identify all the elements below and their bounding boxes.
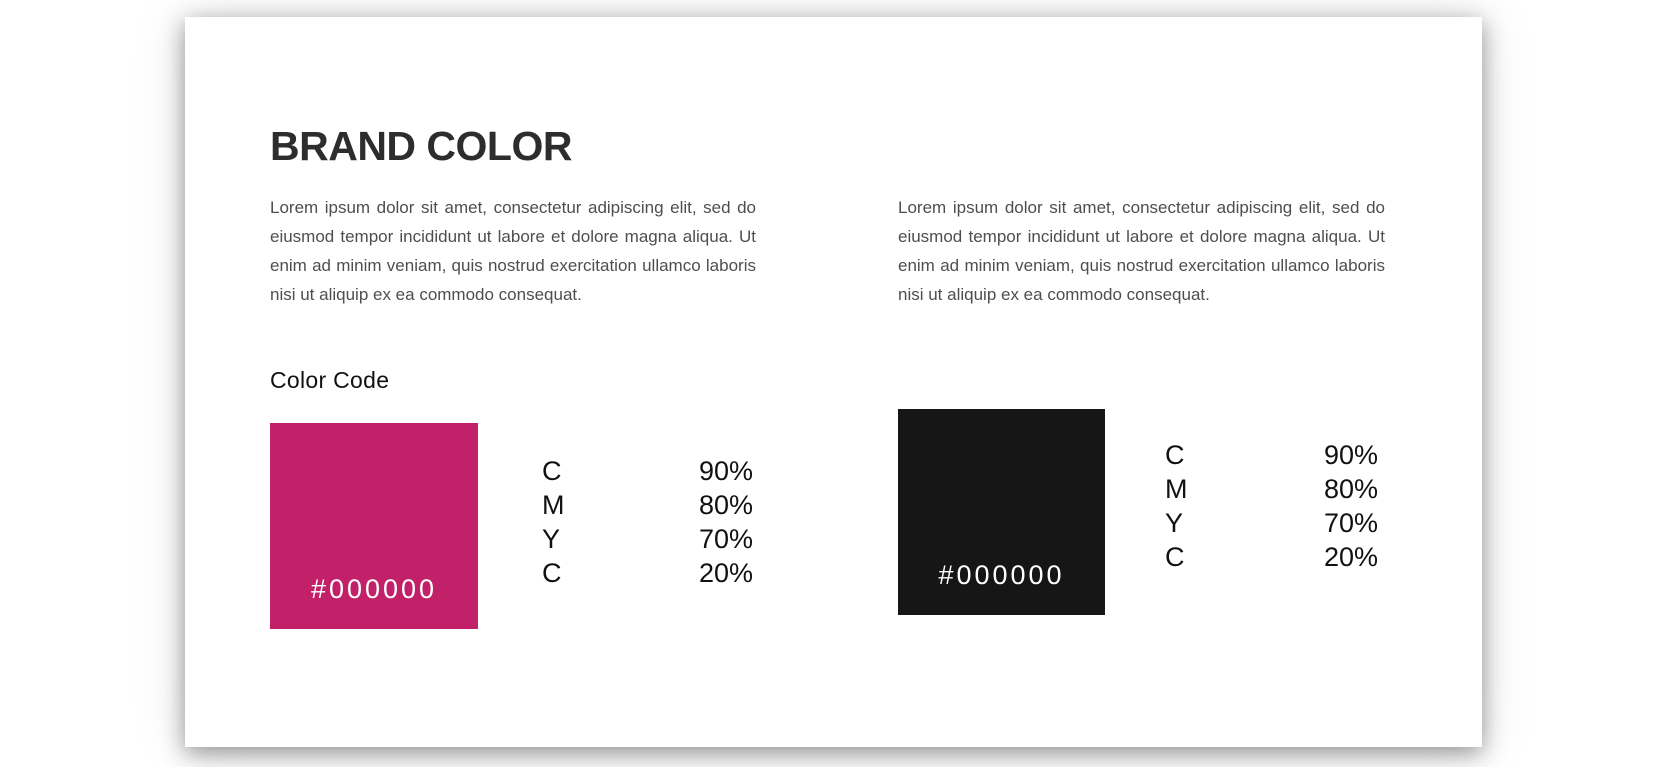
cmyk-channel-value: 90% <box>698 456 753 486</box>
cmyk-channel-value: 20% <box>1323 542 1378 572</box>
cmyk-row <box>1165 472 1378 506</box>
cmyk-row <box>1165 438 1378 472</box>
paragraph-line: nisi ut aliquip ex ea commodo consequat. <box>898 285 1210 304</box>
intro-paragraph-left <box>270 193 756 309</box>
paragraph-line: eiusmod tempor incididunt ut labore et dolore magna aliqua. Ut <box>270 227 756 246</box>
cmyk-row <box>542 488 753 522</box>
cmyk-channel-value: 90% <box>1323 440 1378 470</box>
cmyk-row <box>542 556 753 590</box>
cmyk-channel-value: 80% <box>1323 474 1378 504</box>
primary-pink-swatch <box>270 423 478 629</box>
brand-guideline-page <box>185 17 1482 747</box>
cmyk-channel-label: C <box>1165 440 1185 470</box>
cmyk-channel-value: 20% <box>698 558 753 588</box>
paragraph-line: eiusmod tempor incididunt ut labore et dolore magna aliqua. Ut <box>898 227 1385 246</box>
page-title: BRAND COLOR <box>270 123 572 169</box>
paragraph-line: enim ad minim veniam, quis nostrud exercitation ullamco laboris <box>898 256 1385 275</box>
primary-black-swatch <box>898 409 1105 615</box>
cmyk-row <box>542 522 753 556</box>
cmyk-row <box>542 454 753 488</box>
cmyk-channel-value: 80% <box>698 490 753 520</box>
hex-code-label: #000000 <box>938 560 1065 590</box>
intro-paragraph-right <box>898 193 1385 309</box>
cmyk-table-black <box>1165 438 1378 574</box>
cmyk-channel-value: 70% <box>1323 508 1378 538</box>
cmyk-channel-label: M <box>1165 474 1188 504</box>
cmyk-channel-label: M <box>542 490 565 520</box>
cmyk-row <box>1165 540 1378 574</box>
hex-code-label: #000000 <box>310 574 438 604</box>
paragraph-line: Lorem ipsum dolor sit amet, consectetur adipiscing elit, sed do <box>898 198 1385 217</box>
cmyk-channel-label: C <box>542 456 562 486</box>
cmyk-channel-label: Y <box>1165 508 1184 538</box>
cmyk-channel-label: C <box>1165 542 1185 572</box>
cmyk-channel-label: C <box>542 558 562 588</box>
cmyk-channel-value: 70% <box>698 524 753 554</box>
cmyk-table-pink <box>542 454 753 590</box>
color-code-label: Color Code <box>270 367 390 393</box>
cmyk-channel-label: Y <box>542 524 561 554</box>
paragraph-line: Lorem ipsum dolor sit amet, consectetur adipiscing elit, sed do <box>270 198 756 217</box>
cmyk-row <box>1165 506 1378 540</box>
paragraph-line: enim ad minim veniam, quis nostrud exercitation ullamco laboris <box>270 256 756 275</box>
paragraph-line: nisi ut aliquip ex ea commodo consequat. <box>270 285 582 304</box>
